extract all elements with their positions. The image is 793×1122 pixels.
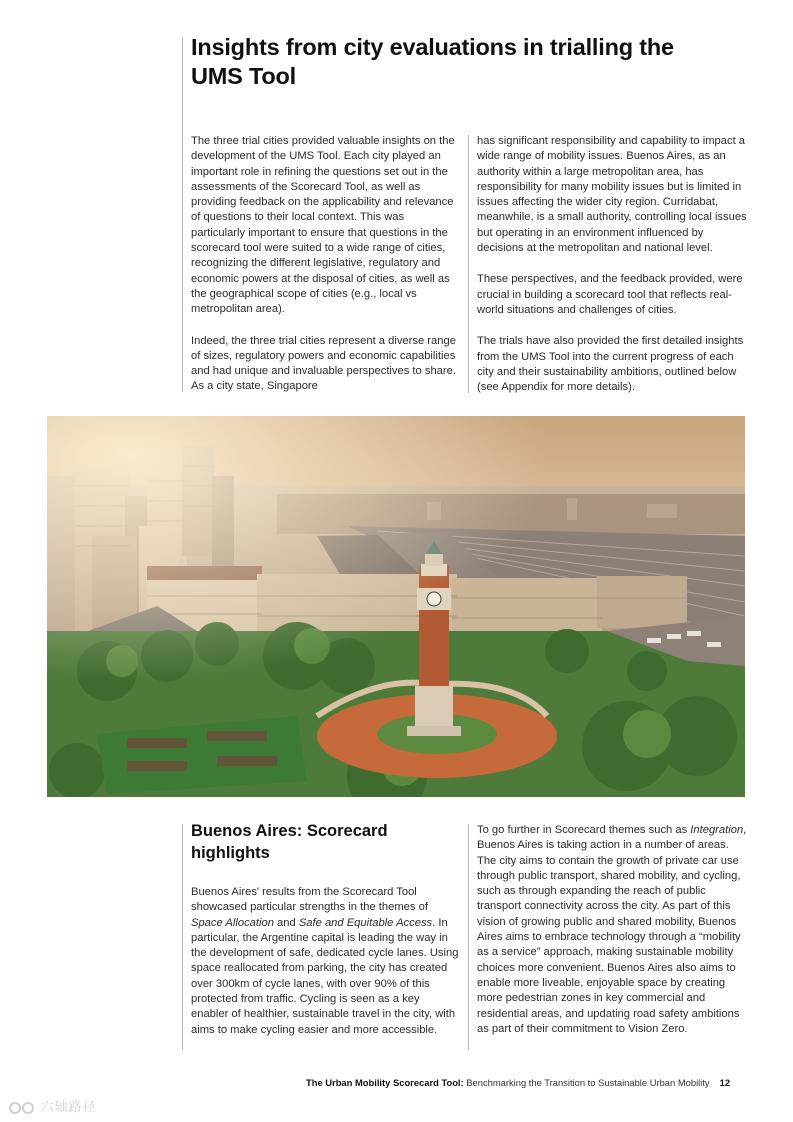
buenos-aires-right-paragraph: To go further in Scorecard themes such as Integration, Buenos Aires is taking action in a number of areas. The city aims to contain the growth of private car use through public transport, shared mobility, and cycling, such as through expanding the reach of public transport connectivity across the city. As part of this vision of growing public and shared mobility, Buenos Aires aims to embrace technology through a “mobility as a service” approach, making sustainable mobility choices more convenient. Buenos Aires also aims to enable more liveable, enjoyable space by creating more pedestrian zones in key commercial and residential areas, and updating road safety ambitions as part of their commitment to Vision Zero. [477, 824, 747, 1035]
page-number: 12 [719, 1077, 731, 1088]
column-rule-bottom [468, 824, 469, 1050]
footer-doc-title: The Urban Mobility Scorecard Tool: [306, 1077, 464, 1088]
intro-right-paragraph: has significant responsibility and capability to impact a wide range of mobility issues. Buenos Aires, as an authority within a large metropolitan area, has responsibility for many mobility issues but is limited in issues affecting the wider city region. Curridabat, meanwhile, is a small authority, controlling local issues but operating in an environment influenced by decisions at the metropolitan and national level. [477, 135, 747, 255]
intro-left-column [191, 134, 459, 395]
buenos-aires-left-column [191, 885, 459, 1038]
intro-left-paragraph: The three trial cities provided valuable insights on the development of the UMS Tool. Each city played an important role in refining the questions set out in the assessments of the Scorecard Tool, as well as providing feedback on the applicability and relevance of questions to their local context. This was particularly important to ensure that questions in the scorecard tool were suited to a wide range of cities, recognizing the different legislative, regulatory and economic powers at the disposal of cities, as well as the geographical scope of cities (e.g., local vs metropolitan area). [191, 135, 455, 316]
intro-right-paragraph: The trials have also provided the first detailed insights from the UMS Tool into the current progress of each city and their sustainability ambitions, outlined below (see Appendix for more details). [477, 335, 744, 394]
page-title: Insights from city evaluations in trialling the UMS Tool [191, 34, 674, 89]
watermark [8, 1096, 97, 1116]
title-rule [182, 37, 183, 392]
buenos-aires-right-column [477, 823, 748, 1037]
buenos-aires-aerial-photo [47, 416, 745, 797]
page-footer [306, 1077, 746, 1088]
footer-doc-subtitle: Benchmarking the Transition to Sustainable Urban Mobility [463, 1077, 710, 1088]
watermark-text: 六轴路径 [40, 1099, 97, 1114]
section-rule [182, 824, 183, 1050]
intro-right-paragraph: These perspectives, and the feedback provided, were crucial in building a scorecard tool that reflects real-world situations and challenges of cities. [477, 273, 743, 316]
column-rule-top [468, 135, 469, 393]
intro-right-column [477, 134, 748, 395]
intro-left-paragraph: Indeed, the three trial cities represent a diverse range of sizes, regulatory powers and economic capabilities and had unique and invaluable perspectives to share. As a city state, Singapore [191, 334, 456, 393]
section-heading: Buenos Aires: Scorecard highlights [191, 822, 388, 862]
buenos-aires-left-paragraph: Buenos Aires' results from the Scorecard Tool showcased particular strengths in the themes of Space Allocation and Safe and Equitable Access. In particular, the Argentine capital is leading the way in the development of safe, dedicated cycle lanes. Using space reallocated from parking, the city has created over 300km of cycle lanes, with over 90% of this protected from traffic. Cycling is seen as a key enabler of healthier, sustainable travel in the city, with aims to make cycling easier and more accessible. [191, 886, 459, 1036]
watermark-logo-icon [8, 1100, 36, 1116]
